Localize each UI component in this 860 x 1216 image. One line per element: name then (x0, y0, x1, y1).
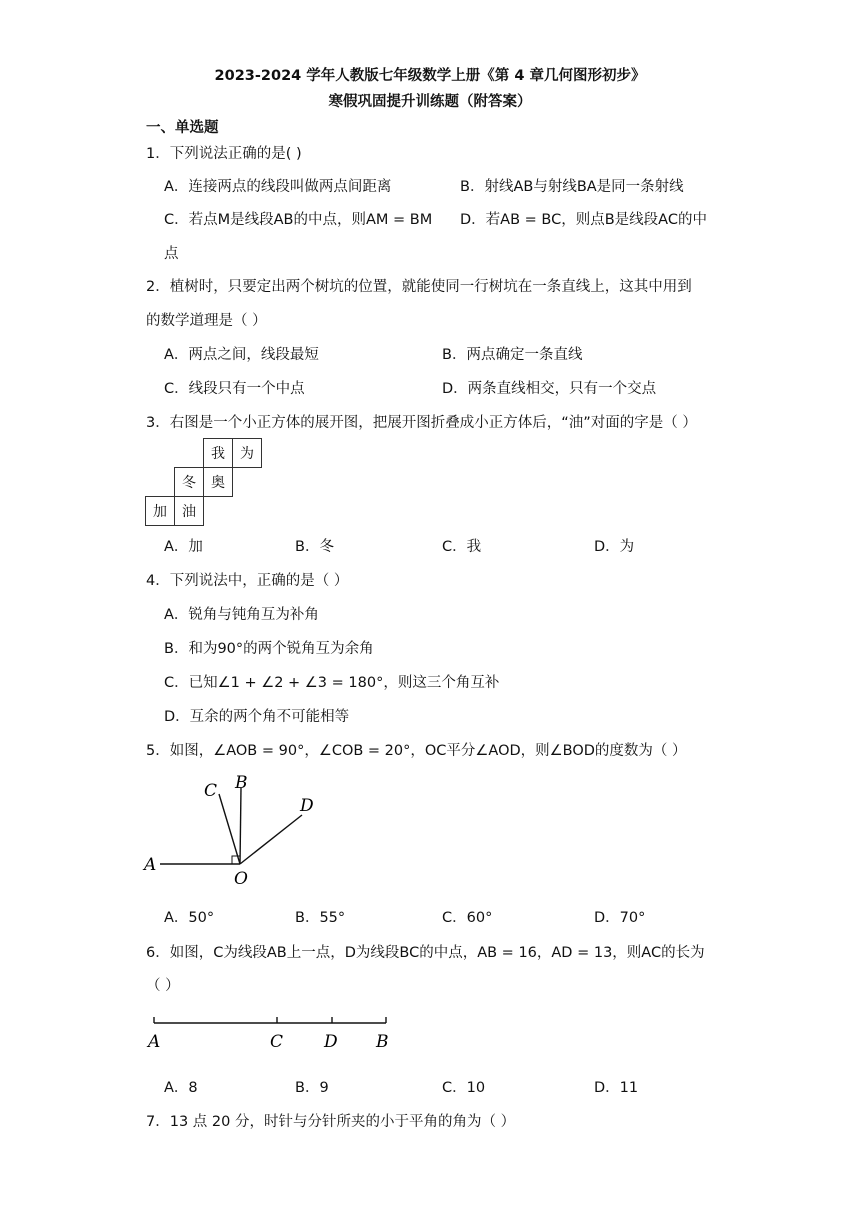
q2-stem-continuation: 的数学道理是（ ） (146, 313, 267, 329)
q5-option-d: D．70° (594, 910, 646, 926)
question-3 (146, 411, 697, 432)
q5-stem: 如图，∠AOB = 90°，∠COB = 20°，OC平分∠AOD，则∠BOD的度数为（ ） (169, 743, 687, 759)
title-line-2: 寒假巩固提升训练题（附答案） (328, 94, 532, 110)
net-cell: 为 (233, 439, 262, 468)
q3-stem: 右图是一个小正方体的展开图，把展开图折叠成小正方体后，“油”对面的字是（ ） (169, 415, 697, 431)
q2-option-d: D．两条直线相交，只有一个交点 (442, 381, 657, 397)
q1-option-d-continuation: 点 (164, 246, 179, 262)
q4-option-d: D．互余的两个角不可能相等 (164, 709, 350, 725)
q5-option-a: A．50° (164, 910, 215, 926)
q6-number: 6． (146, 945, 170, 961)
net-cell: 油 (175, 497, 204, 526)
title-line-1: 2023-2024 学年人教版七年级数学上册《第 4 章几何图形初步》 (214, 68, 646, 84)
section-heading: 一、单选题 (146, 120, 219, 136)
net-cell: 冬 (175, 468, 204, 497)
q3-option-a: A．加 (164, 539, 203, 555)
q2-option-b: B．两点确定一条直线 (442, 347, 583, 363)
net-cell: 加 (146, 497, 175, 526)
q3-option-d: D．为 (594, 539, 635, 555)
label-b: B (376, 1032, 389, 1052)
q1-option-b: B．射线AB与射线BA是同一条射线 (460, 179, 684, 195)
q7-number: 7． (146, 1114, 170, 1130)
label-c: C (204, 781, 218, 801)
q6-stem: 如图，C为线段AB上一点，D为线段BC的中点，AB = 16，AD = 13，则AC的长为 (169, 945, 705, 961)
q6-option-d: D．11 (594, 1080, 639, 1096)
label-o: O (234, 869, 248, 889)
label-d: D (324, 1032, 338, 1052)
q7-stem: 13 点 20 分，时针与分针所夹的小于平角的角为（ ） (169, 1114, 516, 1130)
q5-number: 5． (146, 743, 170, 759)
label-b: B (235, 773, 248, 793)
q5-option-c: C．60° (442, 910, 493, 926)
q5-option-b: B．55° (295, 910, 346, 926)
q1-option-d: D．若AB = BC，则点B是线段AC的中 (460, 212, 707, 228)
q3-number: 3． (146, 415, 170, 431)
q3-option-c: C．我 (442, 539, 482, 555)
q6-option-b: B．9 (295, 1080, 329, 1096)
q3-option-b: B．冬 (295, 539, 334, 555)
q4-option-c: C．已知∠1 + ∠2 + ∠3 = 180°，则这三个角互补 (164, 675, 500, 691)
ray-od (240, 815, 302, 864)
q4-stem: 下列说法中，正确的是（ ） (169, 573, 349, 589)
question-5 (146, 739, 687, 760)
q2-option-a: A．两点之间，线段最短 (164, 347, 319, 363)
net-cell: 奥 (204, 468, 233, 497)
q2-stem: 植树时，只要定出两个树坑的位置，就能使同一行树坑在一条直线上，这其中用到 (169, 279, 692, 295)
q1-option-a: A．连接两点的线段叫做两点间距离 (164, 179, 392, 195)
net-cell: 我 (204, 439, 233, 468)
question-2 (146, 275, 692, 296)
q4-number: 4． (146, 573, 170, 589)
label-a: A (144, 855, 157, 875)
cube-net (145, 438, 262, 526)
label-c: C (270, 1032, 284, 1052)
q6-stem-continuation: （ ） (146, 978, 180, 994)
q4-option-b: B．和为90°的两个锐角互为余角 (164, 641, 374, 657)
q6-option-a: A．8 (164, 1080, 198, 1096)
ray-ob (240, 788, 241, 864)
label-d: D (300, 796, 314, 816)
question-7 (146, 1110, 515, 1131)
q1-stem: 下列说法正确的是( ) (169, 146, 302, 162)
q1-option-c: C．若点M是线段AB的中点，则AM = BM (164, 212, 433, 228)
q2-number: 2． (146, 279, 170, 295)
angle-figure (140, 768, 340, 890)
q2-option-c: C．线段只有一个中点 (164, 381, 305, 397)
q4-option-a: A．锐角与钝角互为补角 (164, 607, 319, 623)
question-1 (146, 142, 302, 163)
segment-figure (140, 1008, 410, 1058)
question-4 (146, 569, 348, 590)
question-6 (146, 941, 705, 962)
q1-number: 1． (146, 146, 170, 162)
ray-oc (219, 794, 240, 864)
label-a: A (148, 1032, 161, 1052)
q6-option-c: C．10 (442, 1080, 486, 1096)
